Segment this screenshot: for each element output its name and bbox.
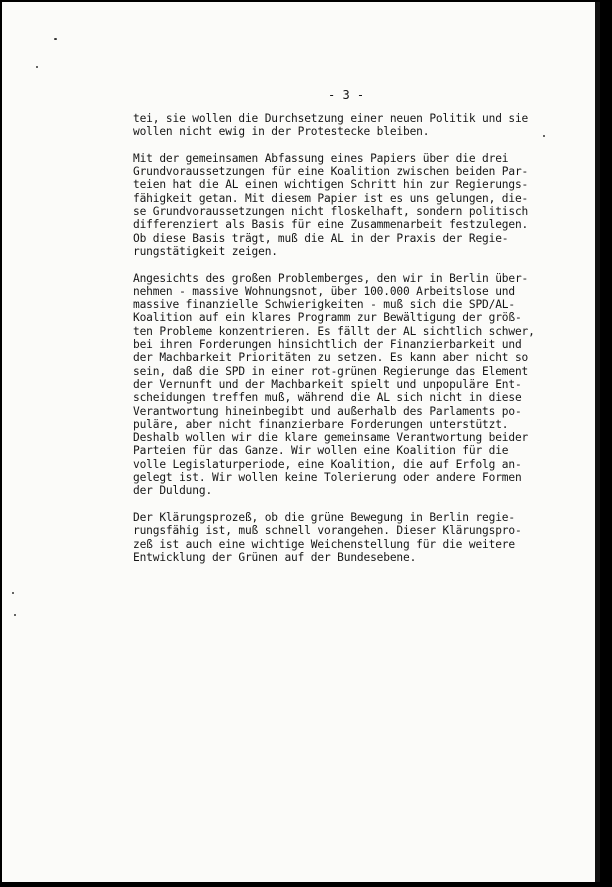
scan-speck xyxy=(12,592,14,594)
text-line: rungsfähig ist, muß schnell vorangehen. Dieser Klärungspro- xyxy=(133,524,522,538)
page-number: - 3 - xyxy=(328,88,365,102)
text-line: volle Legislaturperiode, eine Koalition, die auf Erfolg an- xyxy=(133,457,522,471)
text-line: Verantwortung hineinbegibt und außerhalb des Parlaments po- xyxy=(133,404,522,418)
text-line: nehmen - massive Wohnungsnot, über 100.000 Arbeitslose und xyxy=(133,284,515,298)
text-line: se Grundvoraussetzungen nicht floskelhaft, sondern politisch xyxy=(133,205,529,219)
document-page xyxy=(2,2,600,882)
text-line: Entwicklung der Grünen auf der Bundesebene. xyxy=(133,550,417,564)
text-line: Parteien für das Ganze. Wir wollen eine Koalition für die xyxy=(133,444,509,458)
text-line: Deshalb wollen wir die klare gemeinsame Verantwortung beider xyxy=(133,431,529,445)
text-line: tei, sie wollen die Durchsetzung einer neuen Politik und sie xyxy=(133,112,529,125)
text-line: rungstätigkeit zeigen. xyxy=(133,244,278,258)
text-line: fähigkeit getan. Mit diesem Papier ist es uns gelungen, die- xyxy=(133,191,529,205)
paragraph xyxy=(133,272,563,498)
text-line: wollen nicht ewig in der Protestecke bleiben. xyxy=(133,125,430,139)
text-line: differenziert als Basis für eine Zusammenarbeit festzulegen. xyxy=(133,218,529,232)
scan-speck xyxy=(36,66,38,68)
text-line: puläre, aber nicht finanzierbare Forderungen unterstützt. xyxy=(133,417,509,431)
text-line: teien hat die AL einen wichtigen Schritt hin zur Regierungs- xyxy=(133,178,529,192)
text-line: Ob diese Basis trägt, muß die AL in der Praxis der Regie- xyxy=(133,231,509,245)
scan-edge xyxy=(595,2,600,882)
text-line: der Vernunft und der Machbarkeit spielt und unpopuläre Ent- xyxy=(133,377,522,391)
text-line: ten Probleme konzentrieren. Es fällt der AL sichtlich schwer, xyxy=(133,324,535,338)
text-line: massive finanzielle Schwierigkeiten - muß sich die SPD/AL- xyxy=(133,298,515,312)
text-line: zeß ist auch eine wichtige Weichenstellung für die weitere xyxy=(133,537,515,551)
scan-speck xyxy=(54,38,57,40)
paragraph xyxy=(133,511,563,564)
text-line: Grundvoraussetzungen für eine Koalition zwischen beiden Par- xyxy=(133,165,529,179)
text-line: der Duldung. xyxy=(133,484,213,498)
text-line: Mit der gemeinsamen Abfassung eines Papiers über die drei xyxy=(133,151,509,165)
text-line: Koalition auf ein klares Programm zur Bewältigung der größ- xyxy=(133,311,522,325)
text-line: der Machbarkeit Prioritäten zu setzen. Es kann aber nicht so xyxy=(133,351,529,365)
text-line: scheidungen treffen muß, während die AL sich nicht in diese xyxy=(133,391,522,405)
body-text xyxy=(133,112,563,577)
paragraph xyxy=(133,112,563,139)
scan-speck xyxy=(14,614,16,616)
text-line: Der Klärungsprozeß, ob die grüne Bewegung in Berlin regie- xyxy=(133,510,515,524)
text-line: bei ihren Forderungen hinsichtlich der Finanzierbarkeit und xyxy=(133,338,522,352)
text-line: gelegt ist. Wir wollen keine Tolerierung oder andere Formen xyxy=(133,471,522,485)
text-line: sein, daß die SPD in einer rot-grünen Regierunge das Element xyxy=(133,364,529,378)
paragraph xyxy=(133,152,563,258)
text-line: Angesichts des großen Problemberges, den wir in Berlin über- xyxy=(133,271,529,285)
